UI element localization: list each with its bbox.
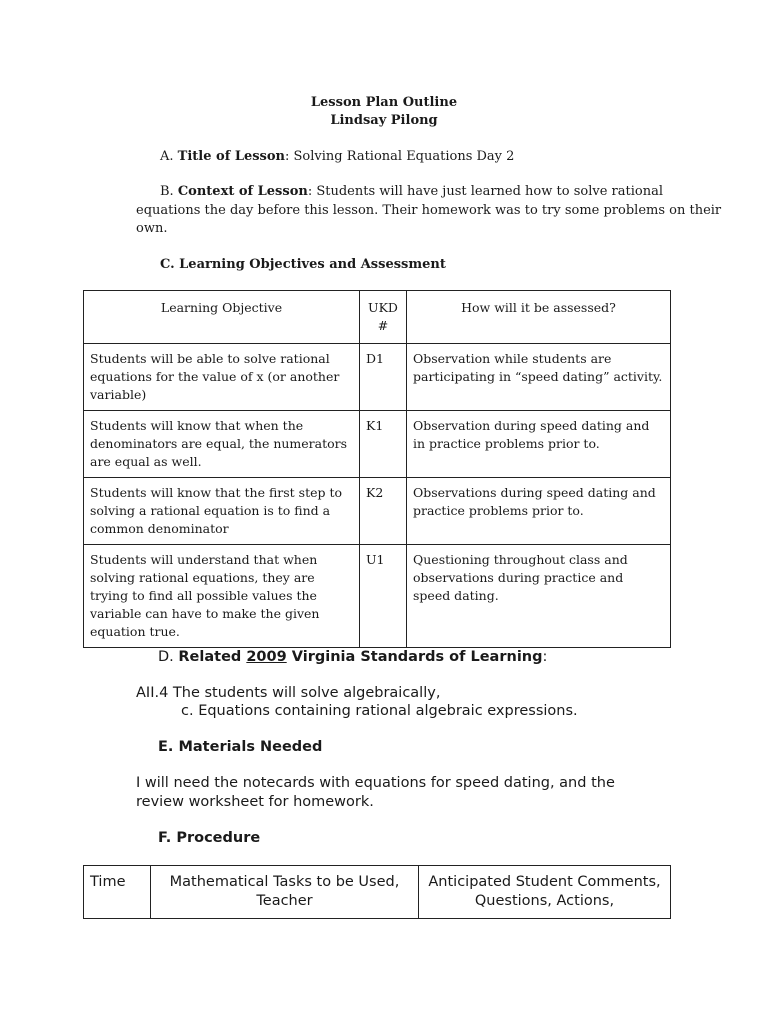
- table-row: [84, 545, 671, 648]
- section-b-line2: equations the day before this lesson. Their homework was to try some problems on their: [136, 203, 722, 218]
- objective-cell: Students will know that when the denominators are equal, the numerators are equal as well.: [84, 411, 360, 478]
- section-b-label: Context of Lesson: [177, 184, 308, 199]
- document-title: Lesson Plan Outline: [310, 95, 458, 110]
- assessment-cell: Observation while students are participating in “speed dating” activity.: [407, 344, 671, 411]
- header-student-comments: Anticipated Student Comments, Questions, Actions,: [419, 866, 671, 919]
- header-teacher-tasks: Mathematical Tasks to be Used, Teacher: [151, 866, 419, 919]
- materials-line-1: I will need the notecards with equations for speed dating, and the: [136, 775, 615, 791]
- table-row: [84, 478, 671, 545]
- section-a-label: Title of Lesson: [177, 149, 285, 164]
- table-row: [84, 411, 671, 478]
- section-a-letter: A.: [160, 149, 174, 164]
- assessment-cell: Questioning throughout class and observations during practice and speed dating.: [407, 545, 671, 648]
- assessment-cell: Observations during speed dating and practice problems prior to.: [407, 478, 671, 545]
- procedure-header-row: [84, 866, 671, 919]
- ukd-cell: K2: [360, 478, 407, 545]
- materials-line-2: review worksheet for homework.: [136, 794, 374, 810]
- section-d-pre: Related: [178, 649, 247, 665]
- section-f-heading: F. Procedure: [158, 830, 261, 846]
- sol-line-1: AII.4 The students will solve algebraically,: [136, 685, 441, 701]
- section-b-text: : Students will have just learned how to solve rational: [307, 184, 663, 199]
- header-learning-objective: Learning Objective: [84, 291, 360, 344]
- header-ukd: UKD #: [360, 291, 407, 344]
- section-a-text: : Solving Rational Equations Day 2: [285, 149, 515, 164]
- header-assessment: How will it be assessed?: [407, 291, 671, 344]
- header-time: Time: [84, 866, 151, 919]
- section-d-colon: :: [542, 649, 548, 665]
- objective-cell: Students will understand that when solving rational equations, they are trying to find all possible values the variable can have to make the given equation true.: [84, 545, 360, 648]
- section-b-line3: own.: [136, 221, 168, 236]
- objective-cell: Students will know that the first step to solving a rational equation is to find a common denominator: [84, 478, 360, 545]
- objectives-table: [83, 290, 671, 648]
- objective-cell: Students will be able to solve rational equations for the value of x (or another variable): [84, 344, 360, 411]
- assessment-cell: Observation during speed dating and in practice problems prior to.: [407, 411, 671, 478]
- section-e-heading: E. Materials Needed: [158, 739, 323, 755]
- section-a: [160, 148, 514, 166]
- section-c-heading: C. Learning Objectives and Assessment: [160, 257, 446, 272]
- sol-line-2: c. Equations containing rational algebraic expressions.: [181, 703, 578, 719]
- section-d-heading: [158, 648, 547, 667]
- table-header-row: [84, 291, 671, 344]
- section-b-line1: [160, 183, 663, 201]
- section-d-letter: D.: [158, 649, 174, 665]
- table-row: [84, 344, 671, 411]
- section-b-letter: B.: [160, 184, 174, 199]
- ukd-cell: U1: [360, 545, 407, 648]
- document-author: Lindsay Pilong: [330, 113, 438, 128]
- section-d-year: 2009: [246, 649, 287, 665]
- procedure-table: [83, 865, 671, 919]
- ukd-cell: K1: [360, 411, 407, 478]
- section-d-post: Virginia Standards of Learning: [286, 649, 543, 665]
- ukd-cell: D1: [360, 344, 407, 411]
